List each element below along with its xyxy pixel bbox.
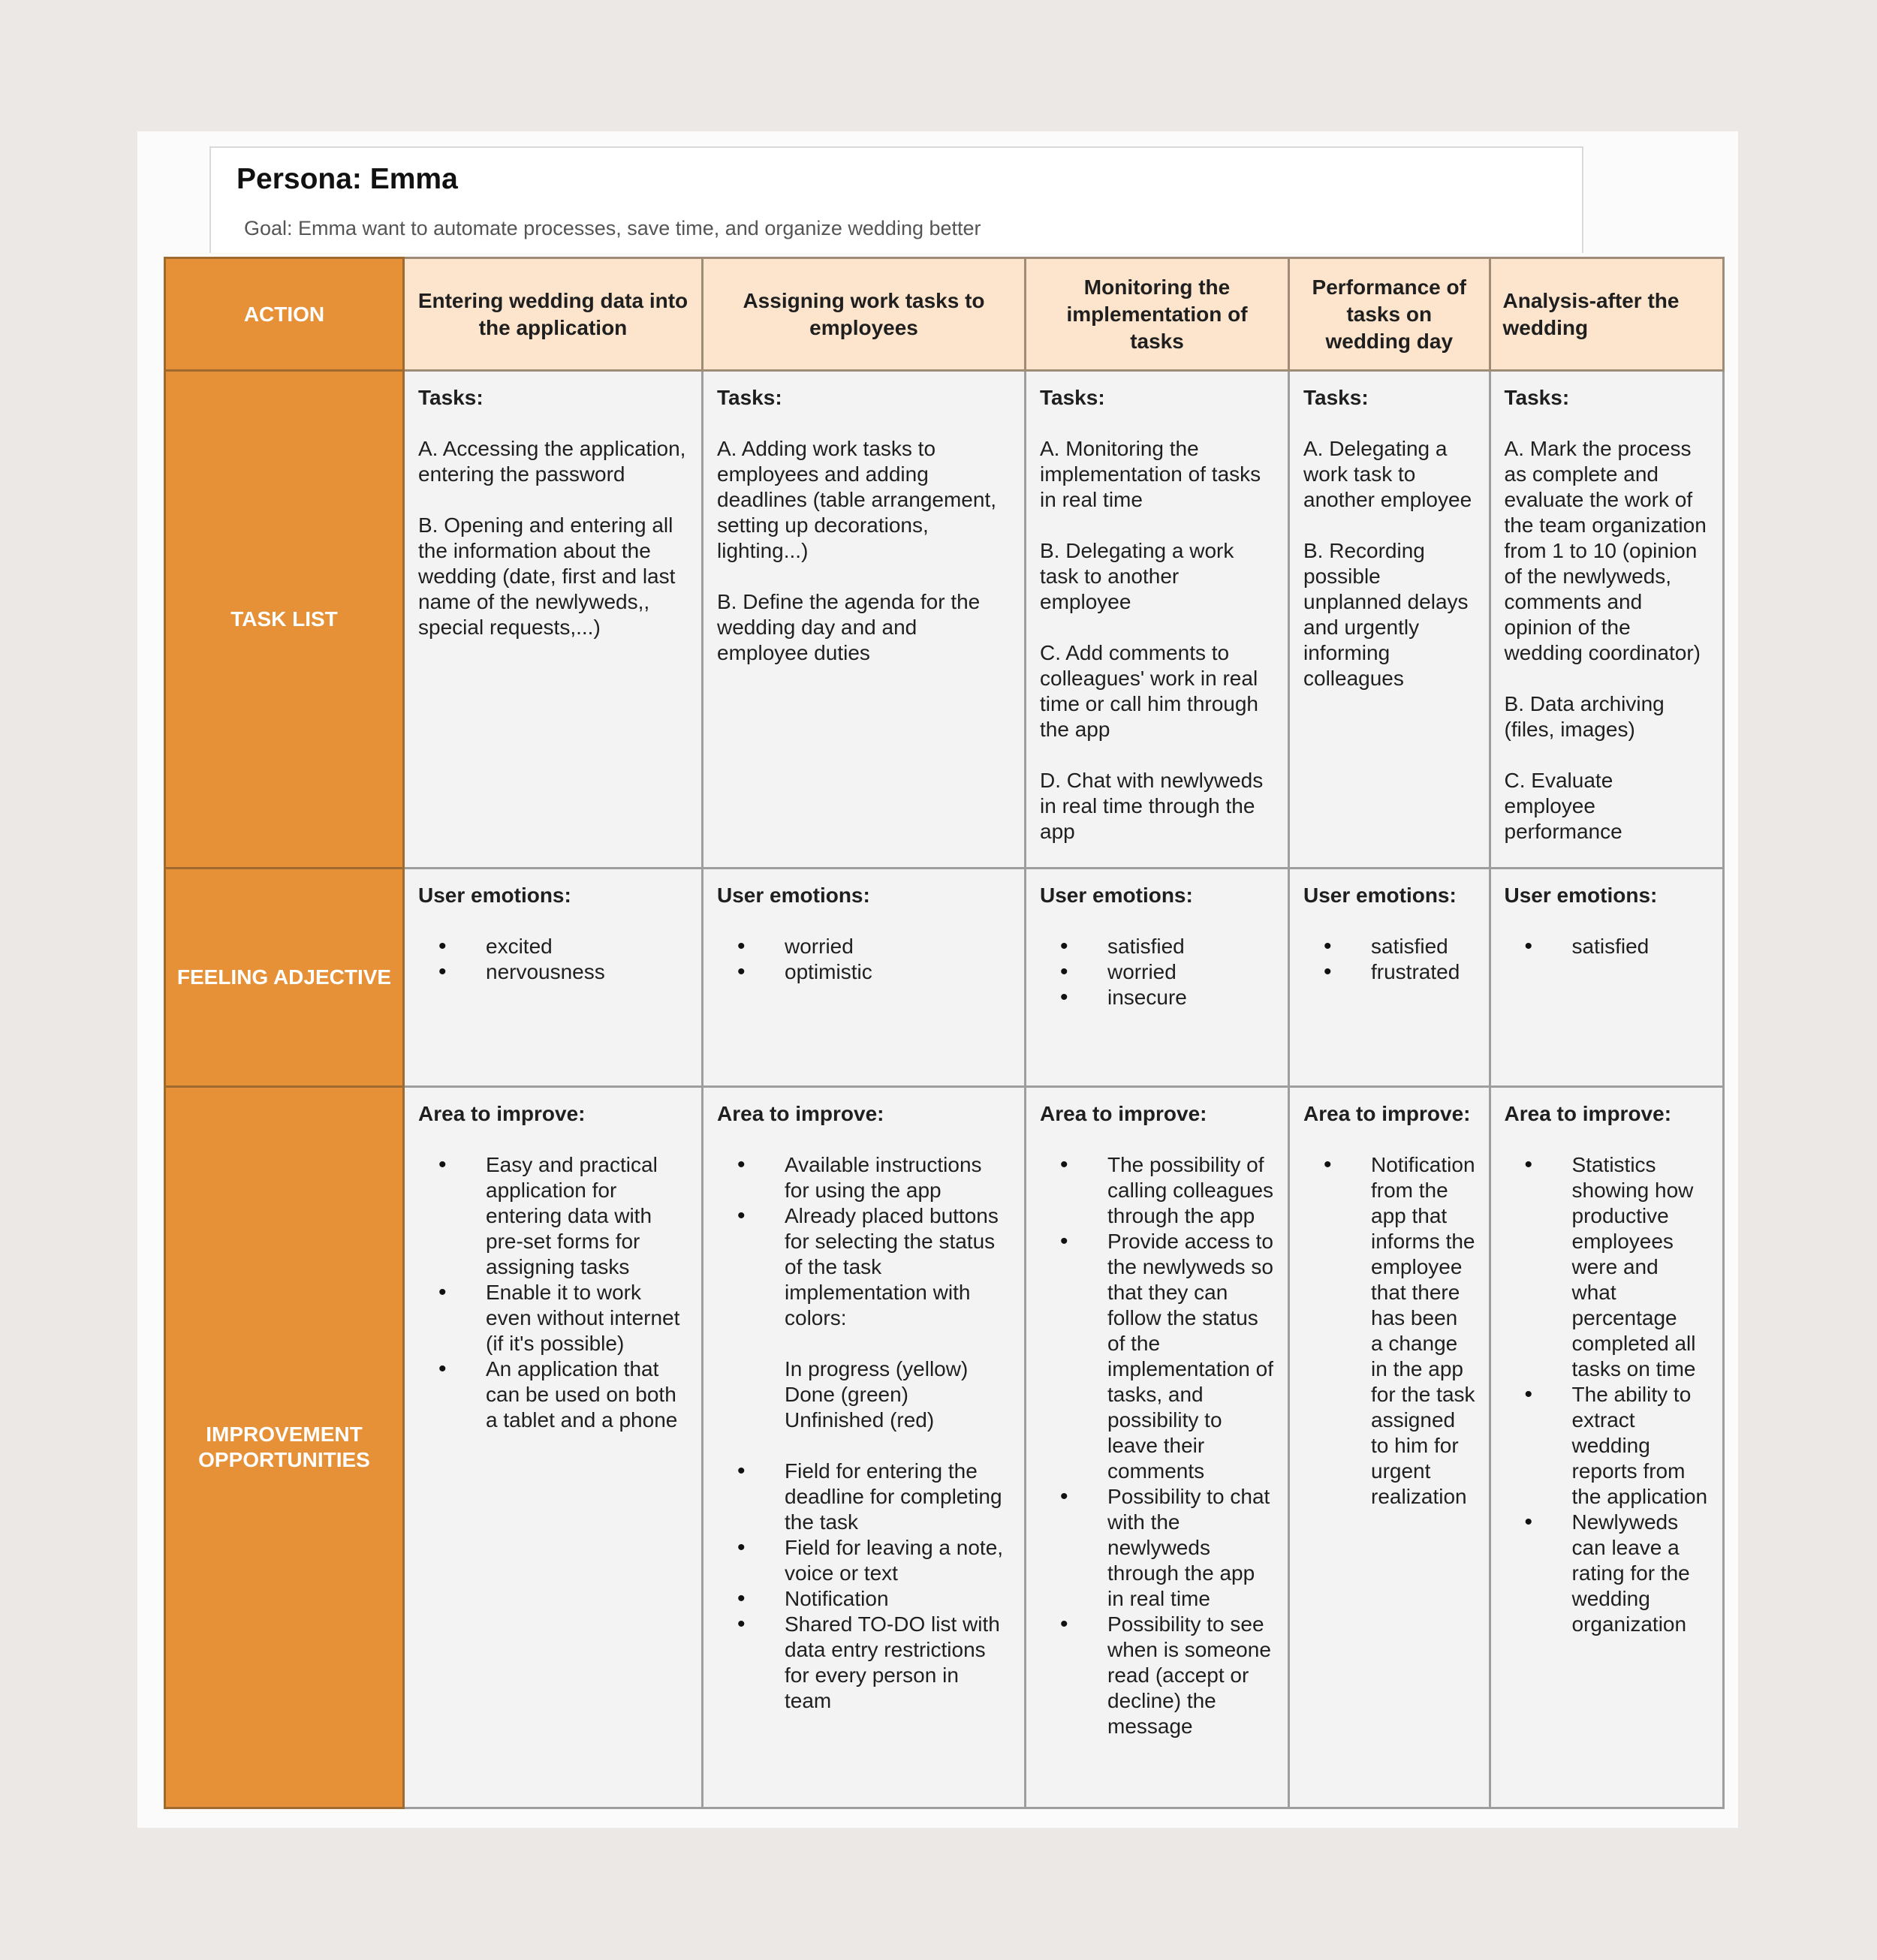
- improve-heading: Area to improve:: [1303, 1102, 1471, 1125]
- improvement-item: • Field for entering the deadline for completing the task: [785, 1459, 1011, 1535]
- task-item: B. Recording possible unplanned delays and urgently informing colleagues: [1303, 539, 1469, 690]
- task-item: A. Adding work tasks to employees and adding deadlines (table arrangement, setting up decorations, lighting...): [717, 437, 997, 562]
- emotion-item: • satisfied: [1572, 934, 1709, 959]
- improve-cell-1: [404, 1087, 703, 1808]
- emotion-item: • worried: [1107, 959, 1274, 985]
- emotions-cell-5: [1490, 869, 1723, 1087]
- status-unfinished: Unfinished (red): [785, 1408, 935, 1432]
- tasks-cell-5: [1490, 371, 1723, 869]
- row-label-improvement: IMPROVEMENT OPPORTUNITIES: [165, 1087, 404, 1808]
- task-item: A. Delegating a work task to another employee: [1303, 437, 1472, 511]
- task-item: A. Monitoring the implementation of tasks in real time: [1040, 437, 1261, 511]
- emotions-heading: User emotions:: [1040, 884, 1193, 907]
- persona-goal: Goal: Emma want to automate processes, save time, and organize wedding better: [244, 217, 981, 239]
- column-header-3: Monitoring the implementation of tasks: [1026, 258, 1289, 371]
- improvement-item: • Provide access to the newlyweds so that they can follow the status of the implementation of tasks, and possibility to leave their comments: [1107, 1229, 1274, 1484]
- emotion-item: • insecure: [1107, 985, 1274, 1010]
- improve-heading: Area to improve:: [1040, 1102, 1207, 1125]
- tasks-heading: Tasks:: [418, 386, 484, 409]
- task-item: B. Data archiving (files, images): [1504, 692, 1665, 741]
- improvement-item: • Easy and practical application for entering data with pre-set forms for assigning tasks: [486, 1152, 688, 1280]
- action-row: [165, 258, 1724, 371]
- emotion-item: • nervousness: [486, 959, 688, 985]
- improvement-item: • Shared TO-DO list with data entry restrictions for every person in team: [785, 1612, 1011, 1714]
- status-done: Done (green): [785, 1383, 908, 1406]
- emotions-cell-1: [404, 869, 703, 1087]
- emotion-item: • worried: [785, 934, 1011, 959]
- improve-cell-2: [703, 1087, 1026, 1808]
- task-item: B. Opening and entering all the information about the wedding (date, first and last name of the newlyweds,, special requests,...): [418, 513, 676, 639]
- emotion-item: • satisfied: [1371, 934, 1475, 959]
- tasks-cell-3: [1026, 371, 1289, 869]
- tasks-cell-4: [1289, 371, 1490, 869]
- task-list-row: [165, 371, 1724, 869]
- improvement-item: • Available instructions for using the app: [785, 1152, 1011, 1203]
- task-item: A. Accessing the application, entering the password: [418, 437, 686, 486]
- emotion-item: • satisfied: [1107, 934, 1274, 959]
- tasks-cell-2: [703, 371, 1026, 869]
- tasks-heading: Tasks:: [1504, 386, 1570, 409]
- emotions-heading: User emotions:: [1504, 884, 1658, 907]
- task-item: B. Delegating a work task to another employee: [1040, 539, 1234, 613]
- improvement-item: • An application that can be used on both a tablet and a phone: [486, 1356, 688, 1433]
- improvement-item: • The possibility of calling colleagues through the app: [1107, 1152, 1274, 1229]
- improve-heading: Area to improve:: [717, 1102, 884, 1125]
- tasks-heading: Tasks:: [717, 386, 782, 409]
- task-item: C. Add comments to colleagues' work in real time or call him through the app: [1040, 641, 1259, 741]
- emotions-heading: User emotions:: [418, 884, 571, 907]
- column-header-2: Assigning work tasks to employees: [703, 258, 1026, 371]
- tasks-heading: Tasks:: [1040, 386, 1105, 409]
- improve-heading: Area to improve:: [1504, 1102, 1672, 1125]
- improvement-item: • Enable it to work even without internet (if it's possible): [486, 1280, 688, 1356]
- emotions-heading: User emotions:: [1303, 884, 1457, 907]
- improvement-item: • Field for leaving a note, voice or text: [785, 1535, 1011, 1586]
- improvement-item: • Notification from the app that informs the employee that there has been a change in the app for the task assigned to him for urgent realization: [1371, 1152, 1475, 1510]
- status-in-progress: In progress (yellow): [785, 1357, 969, 1380]
- task-item: D. Chat with newlyweds in real time through the app: [1040, 769, 1264, 843]
- improvement-item: • The ability to extract wedding reports from the application: [1572, 1382, 1709, 1510]
- improvement-item: • Notification: [785, 1586, 1011, 1612]
- column-header-5: Analysis-after the wedding: [1490, 258, 1723, 371]
- emotions-cell-2: [703, 869, 1026, 1087]
- persona-title: Persona: Emma: [237, 163, 458, 195]
- tasks-heading: Tasks:: [1303, 386, 1369, 409]
- task-item: B. Define the agenda for the wedding day and and employee duties: [717, 590, 981, 664]
- column-header-1: Entering wedding data into the application: [404, 258, 703, 371]
- row-label-task-list: TASK LIST: [165, 371, 404, 869]
- improve-cell-4: [1289, 1087, 1490, 1808]
- improvement-item: • Statistics showing how productive employees were and what percentage completed all tasks on time: [1572, 1152, 1709, 1382]
- emotion-item: • excited: [486, 934, 688, 959]
- improvement-row: [165, 1087, 1724, 1808]
- row-label-feeling: FEELING ADJECTIVE: [165, 869, 404, 1087]
- journey-map-card: [137, 131, 1738, 1828]
- emotions-cell-4: [1289, 869, 1490, 1087]
- persona-header: [209, 146, 1583, 253]
- improvement-item: • Newlyweds can leave a rating for the wedding organization: [1572, 1510, 1709, 1637]
- emotion-item: • optimistic: [785, 959, 1011, 985]
- row-label-action: ACTION: [165, 258, 404, 371]
- status-color-list: [717, 1356, 1011, 1433]
- improvement-item: • Already placed buttons for selecting the status of the task implementation with colors:: [785, 1203, 1011, 1331]
- tasks-cell-1: [404, 371, 703, 869]
- user-journey-table: [164, 257, 1725, 1809]
- emotions-heading: User emotions:: [717, 884, 870, 907]
- column-header-4: Performance of tasks on wedding day: [1289, 258, 1490, 371]
- emotion-item: • frustrated: [1371, 959, 1475, 985]
- feeling-row: [165, 869, 1724, 1087]
- improve-cell-5: [1490, 1087, 1723, 1808]
- task-item: A. Mark the process as complete and evaluate the work of the team organization from 1 to 10 (opinion of the newlyweds, comments and opinion of the wedding coordinator): [1504, 437, 1707, 664]
- improve-cell-3: [1026, 1087, 1289, 1808]
- emotions-cell-3: [1026, 869, 1289, 1087]
- improvement-item: • Possibility to see when is someone read (accept or decline) the message: [1107, 1612, 1274, 1739]
- task-item: C. Evaluate employee performance: [1504, 769, 1622, 843]
- improve-heading: Area to improve:: [418, 1102, 586, 1125]
- improvement-item: • Possibility to chat with the newlyweds through the app in real time: [1107, 1484, 1274, 1612]
